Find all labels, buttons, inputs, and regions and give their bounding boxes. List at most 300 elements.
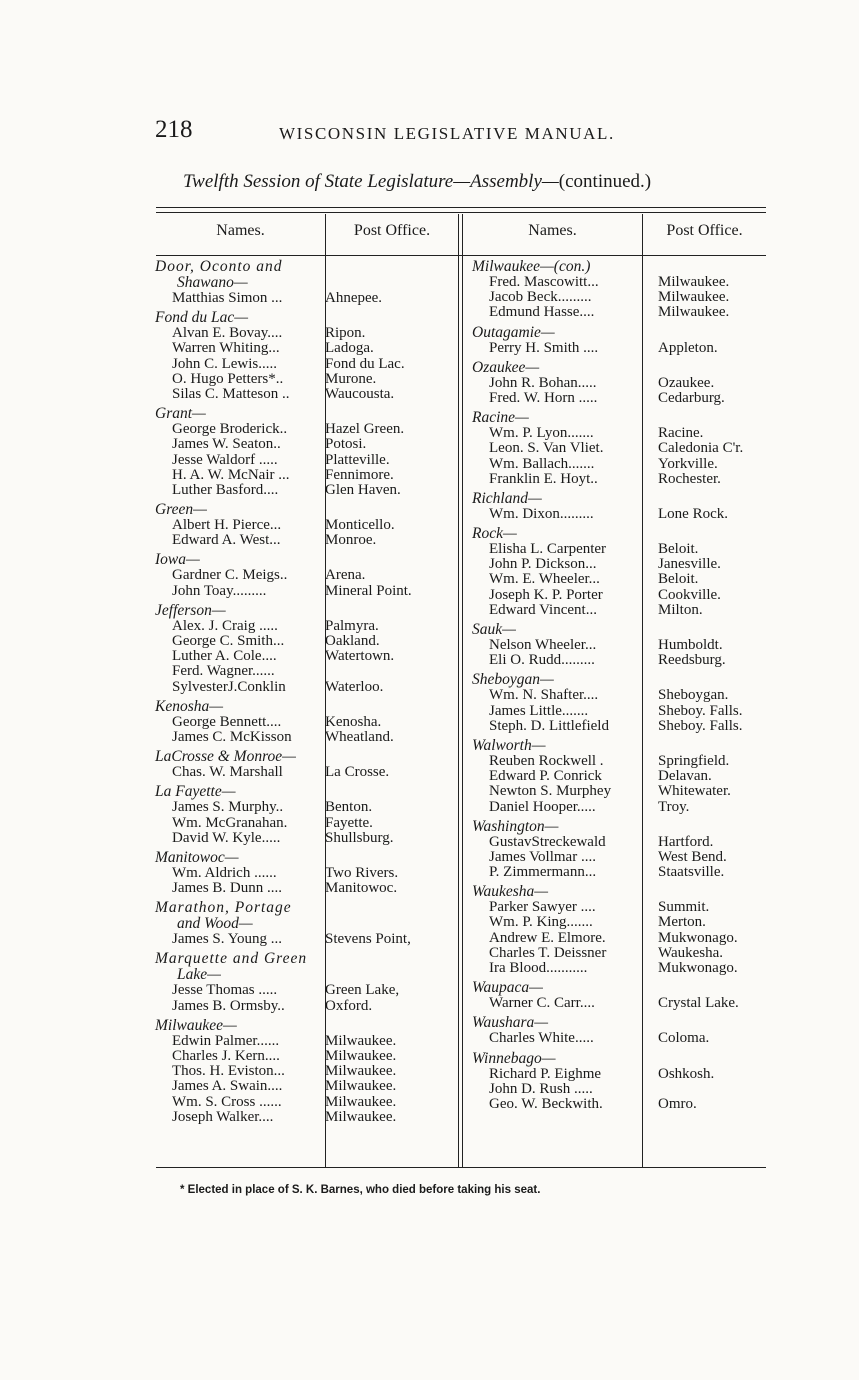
post-office: Merton.: [658, 914, 706, 931]
member-name: SylvesterJ.Conklin: [172, 679, 286, 695]
post-office: Murone.: [325, 370, 377, 387]
county-group: [472, 622, 766, 668]
member-row: [155, 568, 455, 583]
member-row: [155, 1095, 455, 1110]
member-row: [155, 680, 455, 695]
county-group: [155, 310, 455, 402]
county-group: [155, 699, 455, 745]
post-office: Wheatland.: [325, 728, 394, 745]
member-name: Ira Blood...........: [489, 961, 588, 976]
county-group: [155, 749, 455, 780]
post-office: Milwaukee.: [325, 1063, 397, 1080]
member-row: [472, 931, 766, 946]
post-office: Monticello.: [325, 517, 395, 534]
post-office: Fayette.: [325, 814, 373, 831]
post-office: La Crosse.: [325, 764, 390, 781]
member-name: James Vollmar ....: [489, 849, 596, 865]
post-office: Shullsburg.: [325, 829, 394, 846]
member-name: Reuben Rockwell .: [489, 753, 604, 769]
header-names-left: Names.: [216, 222, 265, 239]
member-name: Wm. S. Cross ......: [172, 1094, 282, 1110]
county-heading: Sheboygan—: [472, 671, 554, 689]
county-group: [472, 672, 766, 734]
post-office: Rochester.: [658, 470, 721, 487]
county-group: [472, 410, 766, 487]
member-row: [155, 619, 455, 634]
post-office: Ladoga.: [325, 340, 374, 357]
member-row: [472, 290, 766, 305]
member-name: Daniel Hooper.....: [489, 799, 596, 815]
post-office: [644, 1082, 658, 1097]
post-office: Oakland.: [325, 633, 380, 649]
member-name: Edwin Palmer......: [172, 1033, 280, 1049]
post-office: Sheboygan.: [658, 687, 729, 704]
member-name: Luther Basford....: [172, 482, 279, 498]
post-office: [311, 664, 325, 679]
post-office: Omro.: [658, 1095, 697, 1112]
member-name: Andrew E. Elmore.: [489, 930, 606, 946]
post-office: Milwaukee.: [658, 304, 730, 321]
county-heading-continued: Shawano—: [177, 274, 248, 291]
member-row: [472, 769, 766, 784]
county-group: [155, 406, 455, 498]
county-group: [472, 325, 766, 356]
member-row: [472, 946, 766, 961]
county-heading: Door, Oconto and: [155, 258, 283, 275]
member-row: [155, 1110, 455, 1125]
member-row: [472, 996, 766, 1011]
county-heading: Richland—: [472, 489, 542, 507]
post-office: Mineral Point.: [325, 582, 412, 599]
member-row: [155, 518, 455, 533]
member-row: [472, 391, 766, 406]
post-office: Two Rivers.: [325, 864, 399, 881]
member-row: [472, 1031, 766, 1046]
member-name: Edward Vincent...: [489, 602, 597, 618]
post-office: Delavan.: [658, 768, 712, 785]
post-office: Arena.: [325, 567, 366, 584]
county-group: [472, 259, 766, 321]
post-office: Humboldt.: [658, 637, 723, 653]
member-name: Wm. P. King.......: [489, 915, 593, 931]
member-row: [155, 422, 455, 437]
post-office: Appleton.: [658, 339, 718, 356]
member-row: [155, 468, 455, 483]
post-office: Hazel Green.: [325, 421, 405, 438]
member-name: Perry H. Smith ....: [489, 340, 599, 356]
member-name: Newton S. Murphey: [489, 784, 612, 800]
member-name: James B. Dunn ....: [172, 881, 282, 897]
footnote: * Elected in place of S. K. Barnes, who died before taking his seat.: [180, 1184, 541, 1196]
county-group: [472, 980, 766, 1011]
member-row: [472, 653, 766, 668]
member-name: P. Zimmermann...: [489, 865, 597, 881]
member-name: Wm. McGranahan.: [172, 815, 288, 831]
member-name: Charles J. Kern....: [172, 1049, 280, 1064]
member-name: Luther A. Cole....: [172, 649, 277, 665]
county-heading-continued: and Wood—: [177, 915, 253, 933]
member-name: Ferd. Wagner......: [172, 664, 275, 680]
member-name: Edward P. Conrick: [489, 769, 602, 785]
post-office: Platteville.: [325, 451, 390, 468]
post-office: Glen Haven.: [325, 481, 401, 498]
post-office: Ripon.: [325, 325, 366, 342]
county-heading-continued: Lake—: [177, 966, 221, 984]
county-heading: Outagamie—: [472, 323, 555, 341]
member-name: James C. McKisson: [172, 729, 292, 745]
member-name: George Broderick..: [172, 422, 288, 438]
member-name: George Bennett....: [172, 714, 282, 730]
member-row: [472, 457, 766, 472]
county-group: [155, 784, 455, 846]
post-office: Milwaukee.: [658, 274, 730, 290]
member-row: [472, 915, 766, 930]
member-name: James S. Murphy..: [172, 800, 284, 816]
county-heading: Ozaukee—: [472, 358, 540, 376]
header-names-right: Names.: [528, 222, 577, 239]
post-office: Potosi.: [325, 436, 367, 453]
member-name: Alex. J. Craig .....: [172, 618, 278, 634]
member-name: John P. Dickson...: [489, 557, 597, 573]
member-name: Fred. Mascowitt...: [489, 275, 599, 290]
county-heading: Green—: [155, 501, 207, 519]
county-group: [155, 552, 455, 598]
county-group: [472, 526, 766, 618]
county-heading: Rock—: [472, 525, 517, 543]
post-office: Springfield.: [658, 752, 730, 769]
member-name: Wm. Aldrich ......: [172, 865, 277, 881]
member-name: Eli O. Rudd.........: [489, 653, 595, 669]
county-group: [155, 850, 455, 896]
member-name: John Toay.........: [172, 583, 267, 599]
post-office: Sheboy. Falls.: [658, 717, 743, 734]
member-name: James Little.......: [489, 703, 589, 719]
county-group: [155, 900, 455, 947]
county-heading: Marquette and Green: [155, 950, 308, 968]
member-row: [472, 900, 766, 915]
post-office: Kenosha.: [325, 713, 382, 730]
member-name: Geo. W. Beckwith.: [489, 1096, 603, 1112]
post-office: Benton.: [325, 799, 373, 816]
member-name: GustavStreckewald: [489, 834, 606, 850]
post-office: Janesville.: [658, 556, 721, 573]
member-row: [472, 588, 766, 603]
post-office: Whitewater.: [658, 783, 731, 800]
county-heading: Jefferson—: [155, 601, 226, 619]
member-name: Wm. N. Shafter....: [489, 688, 599, 704]
post-office: Monroe.: [325, 532, 377, 549]
post-office: Green Lake,: [325, 982, 400, 999]
member-row: [155, 1079, 455, 1094]
member-row: [155, 533, 455, 548]
member-row: [155, 831, 455, 846]
right-column: [472, 259, 766, 1116]
member-row: [472, 800, 766, 815]
member-row: [472, 850, 766, 865]
post-office: West Bend.: [658, 848, 727, 865]
county-heading: Fond du Lac—: [155, 309, 248, 327]
member-row: [472, 603, 766, 618]
member-name: Albert H. Pierce...: [172, 518, 282, 534]
county-heading: Waushara—: [472, 1014, 549, 1032]
post-office: Milwaukee.: [325, 1048, 397, 1064]
post-office: Mukwonago.: [658, 929, 738, 946]
top-double-rule-inner: [156, 212, 766, 213]
member-row: [472, 275, 766, 290]
member-row: [472, 1097, 766, 1112]
post-office: Oshkosh.: [658, 1065, 715, 1082]
member-name: Alvan E. Bovay....: [172, 326, 283, 342]
member-name: Edmund Hasse....: [489, 305, 595, 321]
member-name: Silas C. Matteson ..: [172, 386, 290, 402]
member-row: [155, 881, 455, 896]
member-row: [155, 584, 455, 599]
member-name: Jesse Waldorf .....: [172, 452, 278, 468]
member-name: Franklin E. Hoyt..: [489, 471, 598, 487]
member-name: Charles White.....: [489, 1031, 594, 1047]
member-row: [155, 341, 455, 356]
county-group: [155, 259, 455, 306]
post-office: Milton.: [658, 601, 703, 618]
post-office: Milwaukee.: [658, 289, 730, 306]
member-row: [472, 507, 766, 522]
post-office: Palmyra.: [325, 617, 379, 634]
member-row: [155, 634, 455, 649]
member-row: [472, 542, 766, 557]
member-row: [155, 437, 455, 452]
post-office: Milwaukee.: [325, 1032, 397, 1049]
member-name: Parker Sawyer ....: [489, 900, 596, 916]
member-row: [472, 305, 766, 320]
member-name: Joseph K. P. Porter: [489, 587, 603, 603]
member-row: [155, 816, 455, 831]
member-row: [472, 341, 766, 356]
county-group: [155, 1018, 455, 1125]
member-row: [472, 638, 766, 653]
post-office: Ozaukee.: [658, 374, 715, 391]
member-name: James S. Young ...: [172, 932, 283, 948]
member-name: Chas. W. Marshall: [172, 765, 283, 781]
member-row: [472, 961, 766, 976]
county-heading: Milwaukee—(con.): [472, 258, 591, 275]
post-office: Waucousta.: [325, 385, 395, 402]
member-name: Thos. H. Eviston...: [172, 1064, 285, 1080]
member-row: [155, 999, 455, 1014]
county-group: [472, 360, 766, 406]
post-office: Hartford.: [658, 833, 714, 850]
county-heading: Washington—: [472, 817, 559, 835]
member-row: [155, 1064, 455, 1079]
member-name: Fred. W. Horn .....: [489, 390, 598, 406]
county-heading: Sauk—: [472, 621, 516, 638]
member-row: [155, 866, 455, 881]
member-name: James A. Swain....: [172, 1079, 283, 1095]
member-row: [155, 483, 455, 498]
county-group: [472, 738, 766, 815]
page-number: 218: [155, 116, 193, 143]
member-name: Wm. P. Lyon.......: [489, 426, 594, 442]
member-name: Matthias Simon ...: [172, 291, 283, 306]
member-row: [472, 572, 766, 587]
member-row: [472, 1067, 766, 1082]
header-post-office-left: Post Office.: [353, 222, 431, 239]
member-row: [472, 835, 766, 850]
post-office: Oxford.: [325, 997, 373, 1014]
county-group: [472, 1015, 766, 1046]
member-name: Charles T. Deissner: [489, 945, 607, 961]
member-row: [472, 376, 766, 391]
county-heading: La Fayette—: [155, 783, 236, 801]
county-group: [472, 884, 766, 976]
member-row: [472, 472, 766, 487]
county-heading: Racine—: [472, 409, 529, 427]
county-heading: Manitowoc—: [155, 848, 239, 866]
member-row: [155, 387, 455, 402]
county-heading: Walworth—: [472, 736, 546, 754]
county-heading: Milwaukee—: [155, 1016, 237, 1034]
county-heading: Grant—: [155, 405, 206, 423]
member-row: [155, 372, 455, 387]
post-office: Stevens Point,: [325, 931, 411, 948]
caption-italic: Twelfth Session of State Legislature—Assembly—: [183, 171, 559, 192]
member-name: Jesse Thomas .....: [172, 983, 278, 999]
column-divider-center-a: [458, 214, 459, 1168]
member-row: [155, 664, 455, 679]
member-name: John D. Rush .....: [489, 1081, 593, 1097]
county-group: [472, 491, 766, 522]
member-name: James W. Seaton..: [172, 437, 281, 453]
member-row: [155, 983, 455, 998]
member-row: [155, 765, 455, 780]
post-office: Manitowoc.: [325, 880, 398, 897]
county-heading: LaCrosse & Monroe—: [155, 748, 296, 766]
county-heading: Marathon, Portage: [155, 899, 292, 917]
member-name: David W. Kyle.....: [172, 830, 281, 846]
member-row: [155, 291, 455, 306]
member-name: Richard P. Eighme: [489, 1066, 602, 1082]
post-office: Troy.: [658, 798, 690, 815]
post-office: Milwaukee.: [325, 1078, 397, 1095]
member-row: [155, 730, 455, 745]
header-post-office-right: Post Office.: [666, 222, 743, 239]
county-group: [155, 502, 455, 548]
member-row: [472, 784, 766, 799]
member-name: Nelson Wheeler...: [489, 638, 597, 653]
member-name: O. Hugo Petters*..: [172, 371, 284, 387]
post-office: Cedarburg.: [658, 389, 725, 406]
member-name: George C. Smith...: [172, 634, 285, 649]
member-name: Elisha L. Carpenter: [489, 542, 607, 558]
member-row: [472, 865, 766, 880]
county-group: [472, 1051, 766, 1113]
post-office: Sheboy. Falls.: [658, 702, 743, 719]
member-row: [155, 649, 455, 664]
post-office: Crystal Lake.: [658, 995, 739, 1012]
post-office: Cookville.: [658, 586, 721, 603]
post-office: Beloit.: [658, 541, 699, 558]
member-name: Wm. Ballach.......: [489, 456, 595, 472]
member-row: [472, 704, 766, 719]
post-office: Milwaukee.: [325, 1108, 397, 1125]
post-office: Waukesha.: [658, 944, 724, 961]
member-name: Warren Whiting...: [172, 341, 280, 357]
post-office: Milwaukee.: [325, 1093, 397, 1110]
member-name: Gardner C. Meigs..: [172, 568, 288, 584]
member-row: [472, 754, 766, 769]
member-row: [155, 326, 455, 341]
county-heading: Waupaca—: [472, 979, 543, 997]
member-row: [155, 932, 455, 947]
county-heading: Iowa—: [155, 551, 200, 569]
member-row: [472, 441, 766, 456]
table-caption: [183, 171, 651, 193]
member-row: [155, 453, 455, 468]
member-name: Warner C. Carr....: [489, 996, 595, 1012]
top-double-rule: [156, 207, 766, 208]
post-office: Summit.: [658, 899, 710, 916]
member-name: Edward A. West...: [172, 533, 281, 549]
member-row: [155, 1034, 455, 1049]
member-name: Jacob Beck.........: [489, 290, 592, 306]
member-row: [472, 557, 766, 572]
post-office: Watertown.: [325, 648, 395, 665]
column-divider-center-b: [462, 214, 463, 1168]
member-row: [155, 715, 455, 730]
county-heading: Winnebago—: [472, 1049, 556, 1067]
post-office: Waterloo.: [325, 678, 384, 695]
post-office: Reedsburg.: [658, 652, 726, 669]
member-row: [472, 688, 766, 703]
post-office: Beloit.: [658, 571, 699, 588]
caption-plain: (continued.): [558, 171, 652, 192]
running-head: WISCONSIN LEGISLATIVE MANUAL.: [279, 124, 615, 143]
member-name: John C. Lewis.....: [172, 356, 277, 372]
county-group: [155, 603, 455, 695]
county-group: [155, 951, 455, 1013]
member-name: Joseph Walker....: [172, 1109, 274, 1125]
member-row: [155, 357, 455, 372]
member-name: John R. Bohan.....: [489, 375, 597, 391]
post-office: Staatsville.: [658, 864, 725, 881]
post-office: Coloma.: [658, 1030, 710, 1047]
member-name: James B. Ormsby..: [172, 998, 285, 1014]
post-office: Fond du Lac.: [325, 355, 405, 372]
header-rule: [156, 255, 766, 256]
member-name: Steph. D. Littlefield: [489, 718, 609, 734]
member-name: Wm. Dixon.........: [489, 506, 594, 522]
member-row: [472, 426, 766, 441]
post-office: Mukwonago.: [658, 960, 738, 976]
member-row: [472, 1082, 766, 1097]
county-group: [472, 819, 766, 881]
member-row: [155, 1049, 455, 1064]
member-name: Wm. E. Wheeler...: [489, 572, 600, 588]
county-heading: Kenosha—: [155, 697, 224, 715]
post-office: Lone Rock.: [658, 505, 728, 522]
member-name: Leon. S. Van Vliet.: [489, 441, 604, 457]
post-office: Yorkville.: [658, 455, 718, 472]
left-column: [155, 259, 455, 1129]
post-office: Racine.: [658, 425, 704, 442]
member-row: [155, 800, 455, 815]
post-office: Ahnepee.: [325, 290, 383, 306]
post-office: Fennimore.: [325, 466, 394, 483]
bottom-rule: [156, 1167, 766, 1168]
member-name: H. A. W. McNair ...: [172, 467, 290, 483]
member-row: [472, 719, 766, 734]
county-heading: Waukesha—: [472, 883, 549, 901]
post-office: Caledonia C'r.: [658, 440, 744, 457]
